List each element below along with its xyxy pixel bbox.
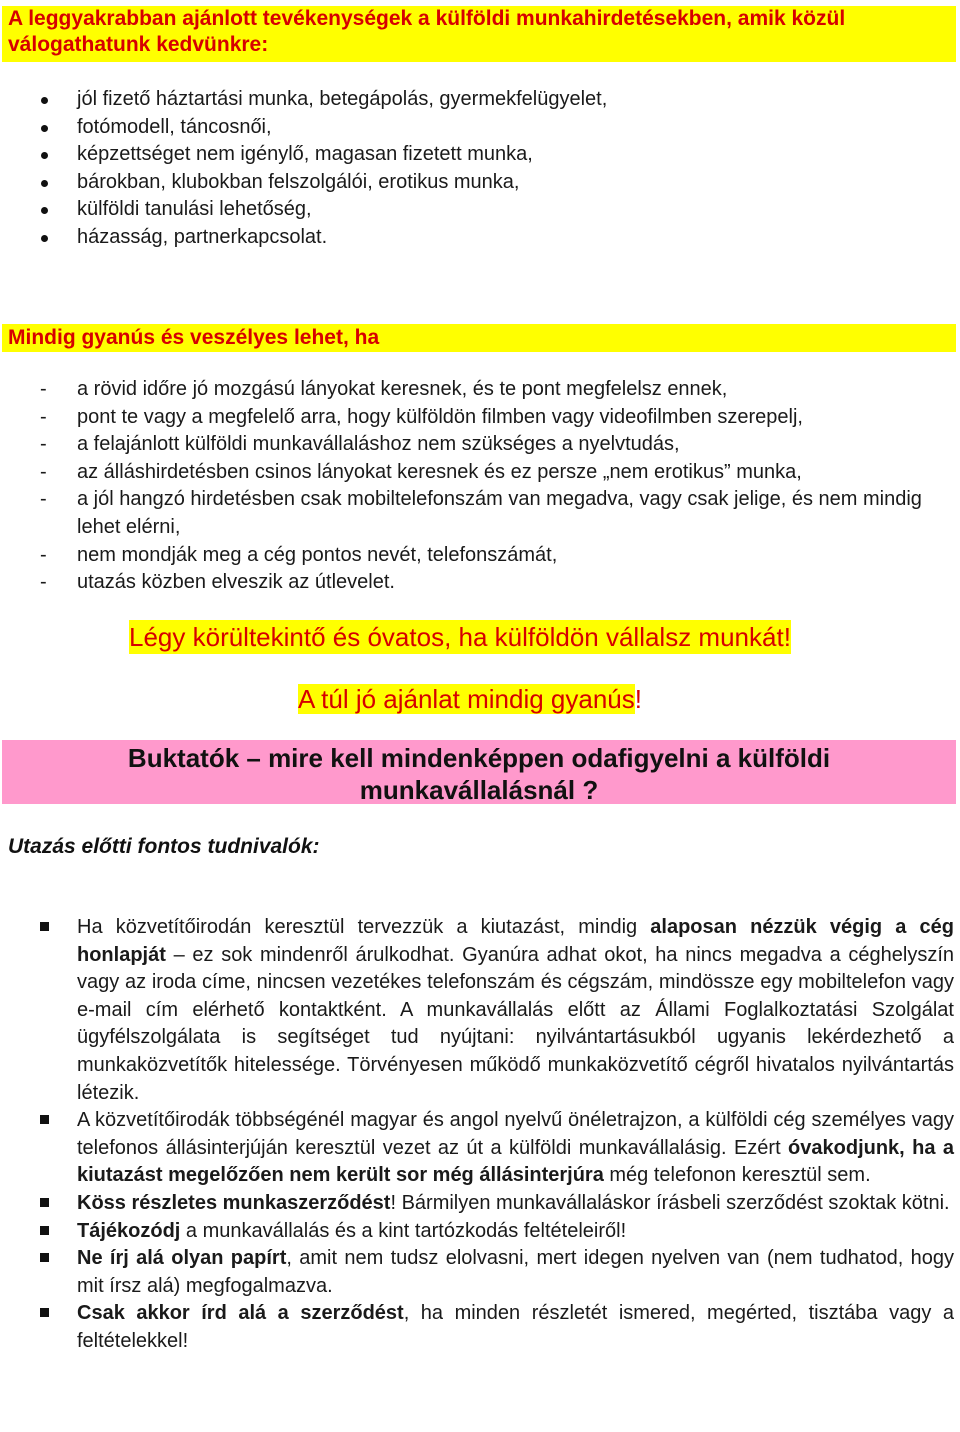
item-text: ! Bármilyen munkavállaláskor írásbeli szerződést szoktak kötni. xyxy=(390,1191,950,1214)
heading-band-1 xyxy=(2,6,956,62)
item-text: , ha minden részletét ismered, megérted, tisztába vagy a feltételekkel! xyxy=(77,1302,954,1352)
list-item xyxy=(0,914,954,1107)
activities-list xyxy=(0,86,607,252)
list-item xyxy=(0,1245,954,1300)
list-item: - a felajánlott külföldi munkavállaláshoz nem szükséges a nyelvtudás, xyxy=(0,431,958,459)
suspicious-offer-text: A túl jó ajánlat mindig gyanús xyxy=(298,684,635,714)
list-item: - pont te vagy a megfelelő arra, hogy külföldön filmben vagy videofilmben szerepelj, xyxy=(0,404,958,432)
list-item: jól fizető háztartási munka, betegápolás, gyermekfelügyelet, xyxy=(0,86,607,114)
pitfalls-title-band xyxy=(2,740,956,804)
pitfalls-title-line-2: munkavállalásnál ? xyxy=(359,775,599,805)
list-item: - a jól hangzó hirdetésben csak mobiltelefonszám van megadva, vagy csak jelige, és nem mindig lehet elérni, xyxy=(0,486,958,541)
item-text: , amit nem tudsz elolvasni, mert idegen nyelven van (nem tudhatod, hogy mit írsz alá) megfogalmazva. xyxy=(77,1247,954,1297)
pre-travel-list xyxy=(0,914,954,1356)
list-item: - az álláshirdetésben csinos lányokat keresnek és ez persze „nem erotikus” munka, xyxy=(0,459,958,487)
item-text: Ha közvetítőirodán keresztül tervezzük a kiutazást, mindig xyxy=(77,916,651,938)
item-text: a munkavállalás és a kint tartózkodás feltételeiről! xyxy=(180,1219,627,1242)
list-item xyxy=(0,1218,954,1246)
list-item: bárokban, klubokban felszolgálói, erotikus munka, xyxy=(0,169,607,197)
item-text: A közvetítőirodák többségénél magyar és angol nyelvű önéletrajzon, a külföldi cég személyes vagy telefonos állásinterjúján keresztül vezet az út a külföldi munkavállalásig. Ezért xyxy=(77,1109,954,1159)
list-item: házasság, partnerkapcsolat. xyxy=(0,224,607,252)
list-item: képzettséget nem igénylő, magasan fizetett munka, xyxy=(0,141,607,169)
list-item xyxy=(0,1107,954,1190)
pitfalls-title-line-1: Buktatók – mire kell mindenképpen odafigyelni a külföldi xyxy=(127,743,831,773)
list-item: külföldi tanulási lehetőség, xyxy=(0,196,607,224)
list-item: - nem mondják meg a cég pontos nevét, telefonszámát, xyxy=(0,542,958,570)
item-emphasis: Ne írj alá olyan papírt xyxy=(77,1247,287,1270)
item-text: – ez sok mindenről árulkodhat. Gyanúra adhat okot, ha nincs megadva a céghelyszín vagy az iroda címe, nincsen vezetékes telefonszám és cégszám, mindössze egy mobiltelefon vagy e-mail cím elérhető kontaktként. A munkavállalás előtt az Állami Foglalkoztatási Szolgálat ügyfélszolgálata is segítséget tud nyújtani: nyilvántartásukból ugyanis lekérdezhető a munkaközvetítők hitelessége. Törvényesen működő munkaközvetítő cégről hivatalos nyilvántartás létezik. xyxy=(77,943,954,1104)
item-emphasis: óvakodjunk, ha a kiutazást megelőzően nem került sor még állásinterjúra xyxy=(77,1136,955,1187)
suspicious-offer-message xyxy=(298,682,642,716)
list-item xyxy=(0,1300,954,1355)
section2-heading: Mindig gyanús és veszélyes lehet, ha xyxy=(8,326,380,349)
item-emphasis: alaposan nézzük végig a cég honlapját xyxy=(77,916,954,966)
pitfalls-title xyxy=(2,740,956,806)
item-emphasis: Csak akkor írd alá a szerződést xyxy=(77,1302,404,1325)
item-text: még telefonon keresztül sem. xyxy=(603,1164,871,1187)
heading-band-2 xyxy=(2,324,956,352)
suspicious-offer-exclamation: ! xyxy=(634,684,643,714)
warning-signs-list xyxy=(0,376,958,597)
list-item: - a rövid időre jó mozgású lányokat keresnek, és te pont megfelelsz ennek, xyxy=(0,376,958,404)
list-item xyxy=(0,1190,954,1218)
list-item: fotómodell, táncosnői, xyxy=(0,114,607,142)
caution-message: Légy körültekintő és óvatos, ha külföldön vállalsz munkát! xyxy=(129,622,791,652)
section1-heading: A leggyakrabban ajánlott tevékenységek a külföldi munkahirdetésekben, amik közül válogathatunk kedvünkre: xyxy=(8,7,846,56)
item-emphasis: Tájékozódj xyxy=(77,1219,181,1242)
item-emphasis: Köss részletes munkaszerződést xyxy=(77,1191,391,1214)
pre-travel-subtitle: Utazás előtti fontos tudnivalók: xyxy=(8,835,320,858)
list-item: - utazás közben elveszik az útlevelet. xyxy=(0,569,958,597)
